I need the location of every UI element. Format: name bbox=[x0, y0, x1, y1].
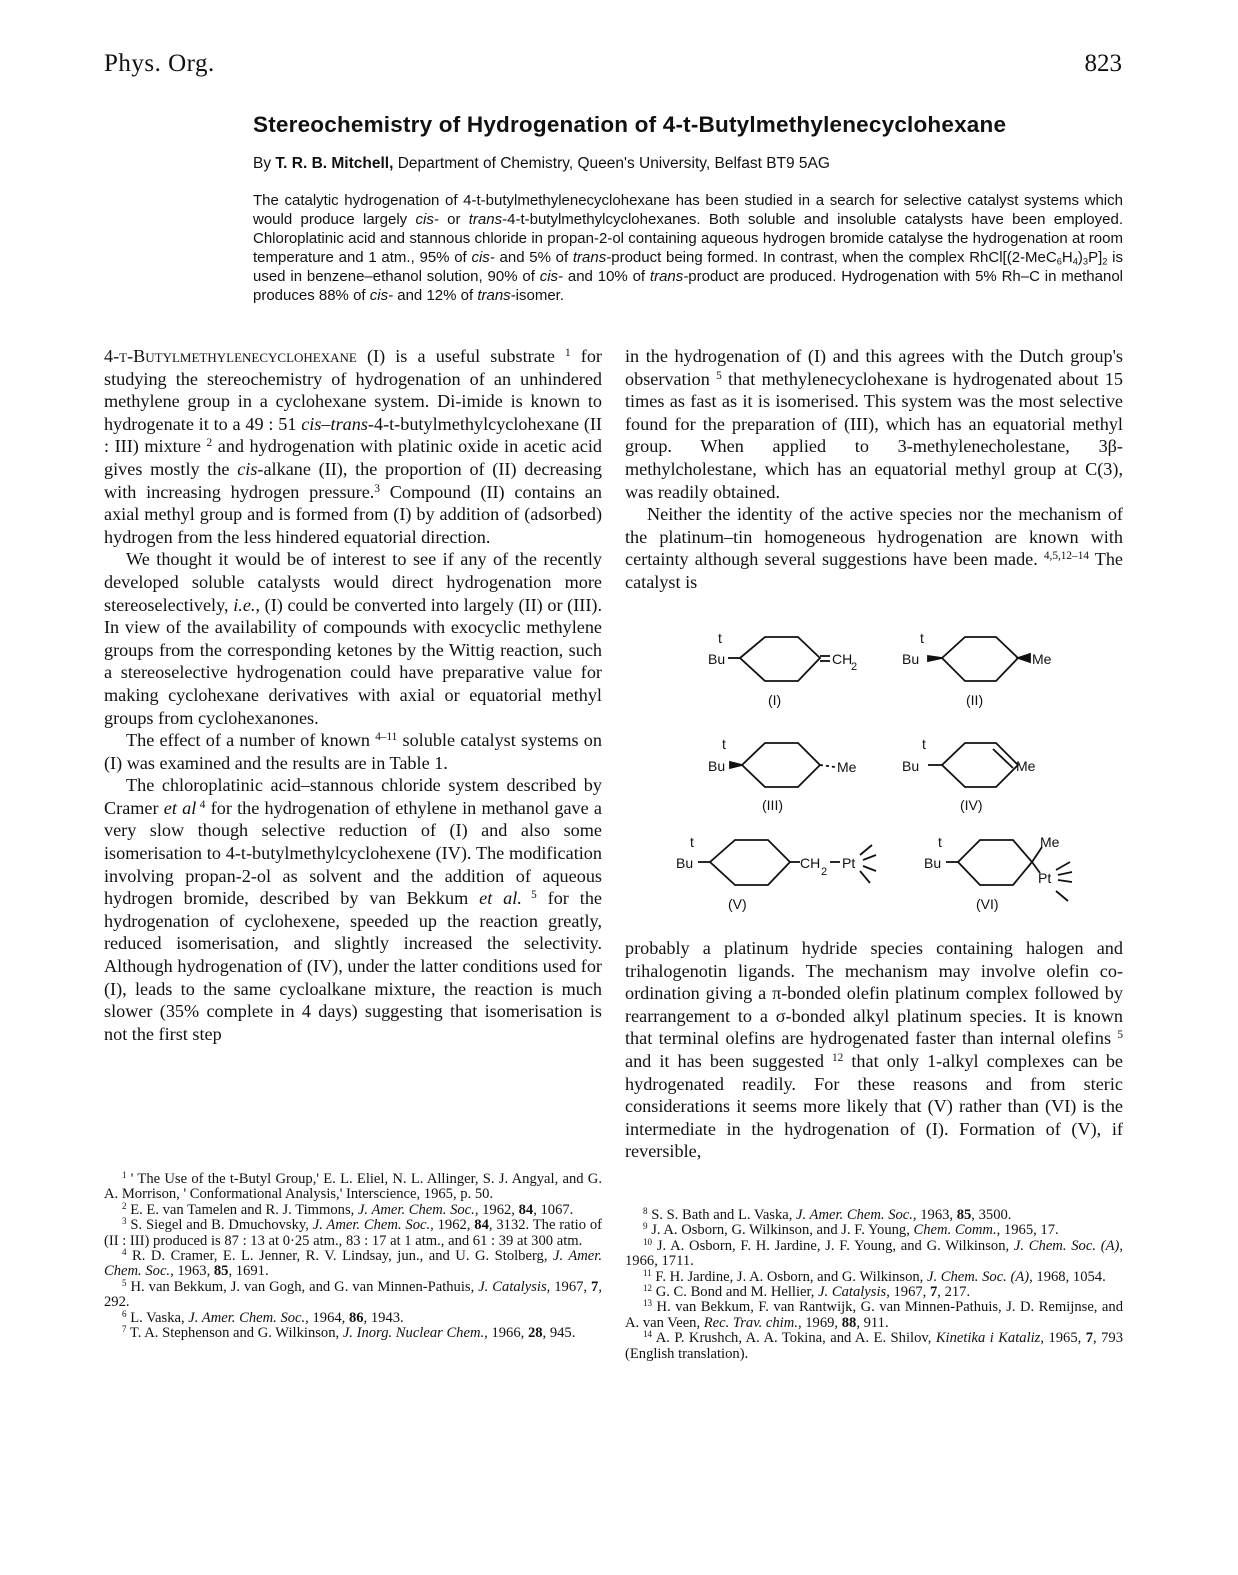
footnote-text: , 793 (English translation). bbox=[625, 1330, 1124, 1362]
body-column-left bbox=[104, 345, 602, 1045]
tert-label: t bbox=[938, 834, 942, 850]
footnote-text: H. van Bekkum, J. van Gogh, and G. van Minnen-Pathuis, bbox=[130, 1278, 479, 1295]
compound-label-IV: (IV) bbox=[960, 797, 983, 813]
footnote-text: , 1067. bbox=[533, 1201, 574, 1218]
running-head: Phys. Org. bbox=[104, 50, 215, 77]
ring-III bbox=[742, 743, 820, 787]
ligand-V-2 bbox=[863, 855, 876, 860]
footnote-number: 1 bbox=[122, 1170, 127, 1181]
bu-label: Bu bbox=[708, 758, 726, 774]
footnote-text: T. A. Stephenson and G. Wilkinson, bbox=[129, 1325, 343, 1342]
footnote-text: , 1966, bbox=[625, 1237, 1124, 1270]
text-run: soluble catalyst systems on (I) was examined and the results are in Table 1. bbox=[104, 730, 602, 773]
footnote-text: , 1964, bbox=[305, 1309, 349, 1326]
text-run: and hydrogenation with platinic oxide in acetic acid gives mostly the bbox=[104, 436, 602, 479]
subscript: 6 bbox=[1056, 256, 1062, 267]
bu-label: Bu bbox=[708, 651, 726, 667]
footnote bbox=[625, 1267, 1123, 1285]
footnote-number: 5 bbox=[122, 1277, 127, 1288]
footnotes-right bbox=[625, 1208, 1123, 1362]
footnote-number: 4 bbox=[122, 1247, 127, 1258]
ring-VI bbox=[958, 840, 1032, 885]
double-bond-IV bbox=[993, 749, 1013, 768]
abstract-italic: trans- bbox=[572, 249, 612, 266]
footnote-volume: 85 bbox=[956, 1207, 972, 1223]
text-run: -alkane (II), the proportion of (II) decreasing with increasing hydrogen pressure. bbox=[104, 458, 602, 502]
ring-IV bbox=[942, 743, 1018, 787]
italic-run: cis–trans bbox=[301, 413, 368, 434]
bu-label: Bu bbox=[902, 651, 920, 667]
abstract-text: H bbox=[1061, 249, 1073, 266]
text-run: probably a platinum hydride species containing halogen and trihalogenotin ligands. The mechanism may involve olefin co-ordination giving a π-bonded olefin platinum complex followed by rearrangement to a σ-bonded alkyl platinum species. It is known that terminal olefins are hydrogenated faster than internal olefins bbox=[625, 938, 1123, 1049]
subscript: 4 bbox=[1072, 256, 1078, 267]
page-number: 823 bbox=[1084, 50, 1122, 77]
lead-in-smallcaps: 4-t-Butylmethylenecyclohexane bbox=[104, 346, 357, 366]
ligand-V-3 bbox=[863, 866, 876, 871]
footnote-volume: 7 bbox=[1085, 1330, 1094, 1347]
footnote-text: F. H. Jardine, J. A. Osborn, and G. Wilkinson, bbox=[655, 1268, 927, 1285]
footnote-text: 1711. bbox=[661, 1253, 694, 1270]
footnote-volume: 7 bbox=[591, 1278, 599, 1295]
footnote-text: , 292. bbox=[104, 1278, 602, 1311]
footnote-volume: 85 bbox=[213, 1263, 229, 1280]
bu-label: Bu bbox=[676, 855, 694, 871]
footnote-journal: J. Amer. Chem. Soc. bbox=[357, 1201, 475, 1218]
footnote-text: J. A. Osborn, F. H. Jardine, J. F. Young, and G. Wilkinson, bbox=[656, 1237, 1014, 1254]
footnote-text: ' The Use of the t-Butyl Group,' E. L. Eliel, N. L. Allinger, S. J. Angyal, and G. A. Morrison, ' Conformational Analysis,' Interscience, 1965, p. 50. bbox=[104, 1171, 602, 1203]
text-run: The chloroplatinic acid–stannous chloride system described by Cramer bbox=[104, 775, 602, 818]
footnote-number: 2 bbox=[122, 1200, 127, 1211]
footnote-text: A. P. Krushch, A. A. Tokina, and A. E. Shilov, bbox=[655, 1330, 936, 1347]
footnote-text: E. E. van Tamelen and R. J. Timmons, bbox=[130, 1201, 358, 1218]
compound-label-III: (III) bbox=[762, 797, 783, 813]
footnote bbox=[104, 1326, 602, 1341]
reference-marker: 4–11 bbox=[375, 730, 398, 743]
structures-svg bbox=[676, 625, 1100, 925]
footnote-text: , 945. bbox=[542, 1325, 576, 1342]
text-run: Neither the identity of the active species nor the mechanism of the platinum–tin homogeneous hydrogenation are known with certainty although several suggestions have been made. bbox=[625, 504, 1123, 570]
ligand-VI-2 bbox=[1058, 872, 1072, 875]
body-column-right-top bbox=[625, 345, 1123, 594]
body-column-right-bottom bbox=[625, 937, 1123, 1163]
footnote-volume: 84 bbox=[474, 1217, 489, 1234]
footnote-text: H. van Bekkum, F. van Rantwijk, G. van Minnen-Pathuis, J. D. Remijnse, and A. van Veen, bbox=[625, 1299, 1123, 1331]
footnote-journal: Chem. Comm. bbox=[913, 1222, 997, 1239]
byline bbox=[253, 155, 1133, 173]
tert-label: t bbox=[922, 736, 926, 752]
footnote-journal: J. Catalysis bbox=[818, 1284, 887, 1301]
footnote-number: 11 bbox=[643, 1267, 652, 1278]
bu-label: Bu bbox=[902, 758, 920, 774]
footnote bbox=[104, 1277, 602, 1311]
text-run: -4-t-butylmethylcyclohexane (II : III) mixture bbox=[104, 413, 602, 457]
text-run: for the hydrogenation of ethylene in methanol gave a very slow though selective reduction of (I) and also some isomerisation to 4-t-butylmethylcyclohexene (IV). The modification involving propan-2-ol as solvent and the addition of aqueous hydrogen bromide, described by van Bekkum bbox=[104, 797, 602, 909]
abstract bbox=[253, 191, 1123, 305]
footnote-number: 10 bbox=[643, 1236, 653, 1247]
footnote-number: 7 bbox=[122, 1324, 127, 1335]
ch2-label: CH bbox=[800, 855, 821, 871]
footnote-text: , 1943. bbox=[363, 1309, 404, 1326]
author-name: T. R. B. Mitchell, bbox=[275, 155, 394, 172]
footnote-text: , 1967, bbox=[886, 1284, 930, 1301]
footnote-number: 8 bbox=[643, 1206, 648, 1217]
reference-marker: 5 bbox=[716, 369, 722, 382]
ch2-subscript: 2 bbox=[851, 661, 858, 673]
abstract-text: ) bbox=[1077, 249, 1083, 266]
footnote bbox=[625, 1223, 1123, 1238]
article-title: Stereochemistry of Hydrogenation of 4-t-Butylmethylenecyclohexane bbox=[253, 112, 1007, 137]
footnote-text: L. Vaska, bbox=[130, 1309, 189, 1326]
ligand-VI-1 bbox=[1056, 862, 1070, 870]
subscript: 2 bbox=[1102, 256, 1108, 267]
wedge-II-right bbox=[1018, 654, 1030, 662]
text-run: (I) is a useful substrate bbox=[356, 346, 566, 366]
footnote bbox=[104, 1172, 602, 1203]
footnote-text: 1054. bbox=[1072, 1268, 1106, 1285]
footnote-text: , 3500. bbox=[971, 1207, 1012, 1223]
paragraph bbox=[104, 345, 602, 548]
bu-label: Bu bbox=[924, 855, 942, 871]
footnote-text: , 911. bbox=[856, 1314, 889, 1331]
compound-label-V: (V) bbox=[728, 896, 747, 912]
abstract-italic: cis- bbox=[539, 268, 564, 285]
me-label: Me bbox=[837, 759, 857, 775]
footnote-text: , 1965, bbox=[1040, 1330, 1086, 1347]
paragraph bbox=[625, 345, 1123, 503]
tert-label: t bbox=[920, 630, 924, 646]
paragraph bbox=[625, 503, 1123, 593]
footnote-journal: J. Amer. Chem. Soc. bbox=[796, 1207, 913, 1223]
ring-V bbox=[710, 840, 790, 885]
abstract-text: and 12% of bbox=[393, 287, 478, 304]
paragraph bbox=[104, 548, 602, 729]
tert-label: t bbox=[722, 736, 726, 752]
italic-run: i.e. bbox=[233, 594, 256, 615]
reference-marker: 5 bbox=[1117, 1029, 1123, 1042]
footnote-text: S. S. Bath and L. Vaska, bbox=[651, 1207, 797, 1223]
footnote-volume: 88 bbox=[841, 1314, 857, 1331]
abstract-italic: trans- bbox=[649, 268, 689, 285]
italic-run: et al. bbox=[479, 888, 522, 909]
abstract-text: isomer. bbox=[515, 287, 565, 304]
me-label: Me bbox=[1032, 651, 1052, 667]
reference-marker: 2 bbox=[206, 437, 213, 450]
pt-label: Pt bbox=[1038, 870, 1052, 886]
footnote-text: , 1969, bbox=[797, 1314, 842, 1331]
abstract-italic: cis- bbox=[369, 287, 394, 304]
abstract-italic: trans- bbox=[477, 287, 516, 304]
text-run: for the hydrogenation of cyclohexene, speeded up the reaction greatly, reduced isomerisation, and slightly increased the selectivity. Although hydrogenation of (IV), under the latter conditions used for (I), leads to the same cycloalkane mixture, the reaction is much slower (35% complete in 4 days) suggesting that isomerisation is not the first step bbox=[104, 888, 602, 1044]
footnote-journal: Kinetika i Kataliz bbox=[935, 1330, 1041, 1347]
tert-label: t bbox=[690, 834, 694, 850]
compound-label-II: (II) bbox=[966, 692, 984, 708]
text-run: , (I) could be converted into largely (II) or (III). In view of the availability of compounds with exocyclic methylene groups from the corresponding ketones by the Wittig reaction, such a stereoselective hydrogenation could have preparative value for making cyclohexane derivatives with axial or equatorial methyl groups from cyclohexanones. bbox=[104, 594, 602, 728]
footnote-journal: J. Chem. Soc. (A) bbox=[926, 1268, 1030, 1285]
paragraph bbox=[104, 774, 602, 1045]
me-label: Me bbox=[1016, 758, 1036, 774]
footnote-journal: J. Catalysis bbox=[478, 1278, 547, 1295]
footnote-volume: 86 bbox=[348, 1309, 364, 1326]
footnote-text: , 217. bbox=[937, 1284, 971, 1301]
abstract-italic: cis- bbox=[471, 249, 495, 266]
footnote-text: , 1965, bbox=[996, 1222, 1041, 1239]
footnote-text: G. C. Bond and M. Hellier, bbox=[655, 1284, 819, 1301]
text-run: in the hydrogenation of (I) and this agrees with the Dutch group's observation bbox=[625, 346, 1123, 389]
wedge-II-left bbox=[928, 656, 942, 661]
footnote bbox=[104, 1200, 602, 1218]
ch2-subscript: 2 bbox=[821, 866, 828, 878]
abstract-text: product are produced. Hydrogenation with 5% Rh–C in methanol produces 88% of bbox=[253, 268, 1123, 304]
footnote-volume: 28 bbox=[527, 1325, 543, 1342]
affiliation: Department of Chemistry, Queen's University, Belfast BT9 5AG bbox=[397, 155, 830, 172]
footnote bbox=[625, 1236, 1124, 1270]
footnote-text: , 1962, bbox=[430, 1217, 475, 1234]
abstract-italic: trans bbox=[468, 211, 503, 228]
reference-marker: 4 bbox=[196, 798, 206, 811]
footnote-number: 3 bbox=[122, 1216, 127, 1227]
footnote-text: , 1968, bbox=[1029, 1268, 1073, 1285]
ligand-VI-3 bbox=[1058, 880, 1072, 882]
ch2-label: CH bbox=[832, 651, 853, 667]
footnote-text: , 1963, bbox=[912, 1207, 957, 1223]
footnote-text: J. A. Osborn, G. Wilkinson, and J. F. Young, bbox=[651, 1222, 914, 1239]
compound-label-I: (I) bbox=[768, 692, 782, 708]
text-run: Compound (II) contains an axial methyl group and is formed from (I) by addition of (adsorbed) hydrogen from the less hindered equatorial direction. bbox=[104, 481, 602, 547]
abstract-text: is used in benzene–ethanol solution, 90% of bbox=[253, 249, 1123, 285]
byline-prefix: By bbox=[253, 155, 272, 172]
chemical-structures-figure bbox=[676, 625, 1100, 925]
footnote-number: 12 bbox=[643, 1283, 653, 1294]
footnote-text: , 3132. The ratio of (II : III) produced is 87 : 13 at 0·25 atm., 83 : 17 at 1 atm., and 61 : 39 at 300 atm. bbox=[104, 1217, 602, 1249]
text-run: that only 1-alkyl complexes can be hydrogenated readily. For these reasons and from steric considerations it seems more likely that (V) rather than (VI) is the intermediate in the hydrogenation of (I). Formation of (V), if reversible, bbox=[625, 1050, 1123, 1162]
ligand-V-1 bbox=[860, 845, 872, 855]
footnote-text: 17. bbox=[1040, 1222, 1059, 1239]
footnote-text: , 1691. bbox=[228, 1263, 269, 1280]
paragraph bbox=[625, 937, 1123, 1163]
ligand-VI-4 bbox=[1056, 891, 1068, 901]
footnote-text: , 1966, bbox=[484, 1325, 528, 1342]
ring-II bbox=[942, 637, 1018, 681]
footnote-journal: J. Amer. Chem. Soc. bbox=[188, 1309, 306, 1326]
footnote-journal: J. Amer. Chem. Soc. bbox=[104, 1248, 602, 1280]
text-run: that methylenecyclohexane is hydrogenated about 15 times as fast as it is isomerised. This system was the most selective found for the preparation of (III), which has an equatorial methyl group. When applied to 3-methylenecholestane, 3β-methylcholestane, which has an equatorial methyl group at C(3), was readily obtained. bbox=[625, 368, 1123, 502]
abstract-text: product being formed. In contrast, when the complex RhCl[(2-MeC bbox=[611, 249, 1057, 266]
footnote-journal: Rec. Trav. chim. bbox=[703, 1314, 798, 1331]
text-run: We thought it would be of interest to see if any of the recently developed soluble catalysts would direct hydrogenation more stereoselectively, bbox=[104, 549, 602, 615]
footnote-journal: J. Chem. Soc. (A) bbox=[1013, 1237, 1120, 1254]
reference-marker: 3 bbox=[374, 482, 380, 495]
wedge-III bbox=[730, 762, 742, 768]
abstract-italic: cis- bbox=[415, 211, 439, 228]
footnote-journal: J. Amer. Chem. Soc. bbox=[312, 1217, 431, 1234]
footnote-text: S. Siegel and B. Dmuchovsky, bbox=[130, 1217, 313, 1234]
abstract-text: P] bbox=[1088, 249, 1103, 266]
footnote-number: 9 bbox=[643, 1221, 648, 1232]
abstract-text: -4-t-butylmethylcyclohexanes. Both soluble and insoluble catalysts have been employed. Chloroplatinic acid and stannous chloride in propan-2-ol containing aqueous hydrogen bromide catalyse the hydrogenation at room temperature and 1 atm., 95% of bbox=[253, 211, 1123, 266]
ring-I bbox=[740, 637, 820, 681]
footnote bbox=[104, 1249, 602, 1280]
reference-marker: 1 bbox=[565, 346, 571, 359]
paragraph bbox=[104, 729, 602, 774]
footnote bbox=[625, 1300, 1123, 1331]
footnote-journal: J. Inorg. Nuclear Chem. bbox=[342, 1325, 485, 1342]
text-run: The catalyst is bbox=[625, 549, 1123, 592]
ligand-V-4 bbox=[860, 871, 870, 883]
italic-run: et al bbox=[163, 797, 197, 818]
reference-marker: 5 bbox=[521, 889, 537, 902]
subscript: 3 bbox=[1082, 256, 1089, 267]
tert-label: t bbox=[718, 630, 722, 646]
abstract-text: or bbox=[438, 211, 469, 228]
footnote-number: 6 bbox=[122, 1308, 127, 1319]
footnote-text: R. D. Cramer, E. L. Jenner, R. V. Lindsay, jun., and U. G. Stolberg, bbox=[132, 1248, 553, 1265]
italic-run: cis bbox=[237, 458, 258, 479]
abstract-text: The catalytic hydrogenation of 4-t-butylmethylenecyclohexane has been studied in a search for selective catalyst systems which would produce largely bbox=[253, 192, 1123, 228]
text-run: The effect of a number of known bbox=[126, 730, 376, 751]
footnote-number: 13 bbox=[643, 1298, 653, 1309]
reference-marker: 12 bbox=[832, 1051, 844, 1064]
reference-marker: 4,5,12–14 bbox=[1043, 550, 1089, 563]
footnotes-left bbox=[104, 1172, 602, 1341]
me-label: Me bbox=[1040, 834, 1060, 850]
abstract-text: and 10% of bbox=[563, 268, 650, 285]
abstract-text: and 5% of bbox=[494, 249, 573, 266]
text-run: for studying the stereochemistry of hydrogenation of an unhindered methylene group in a cyclohexane system. Di-imide is known to hydrogenate it to a 49 : 51 bbox=[104, 346, 602, 434]
footnote-number: 14 bbox=[643, 1329, 653, 1340]
text-run: and it has been suggested bbox=[625, 1050, 833, 1071]
hashed-bond-III bbox=[820, 765, 835, 767]
footnote-text: , 1967, bbox=[546, 1278, 592, 1295]
footnote-text: , 1963, bbox=[170, 1263, 214, 1280]
footnote-volume: 84 bbox=[518, 1201, 534, 1218]
pt-label: Pt bbox=[842, 855, 856, 871]
footnote bbox=[104, 1308, 602, 1326]
footnote-volume: 7 bbox=[929, 1284, 938, 1301]
footnote-text: , 1962, bbox=[474, 1201, 519, 1218]
footnote bbox=[625, 1331, 1123, 1362]
compound-label-VI: (VI) bbox=[976, 896, 999, 912]
footnote bbox=[104, 1218, 602, 1249]
